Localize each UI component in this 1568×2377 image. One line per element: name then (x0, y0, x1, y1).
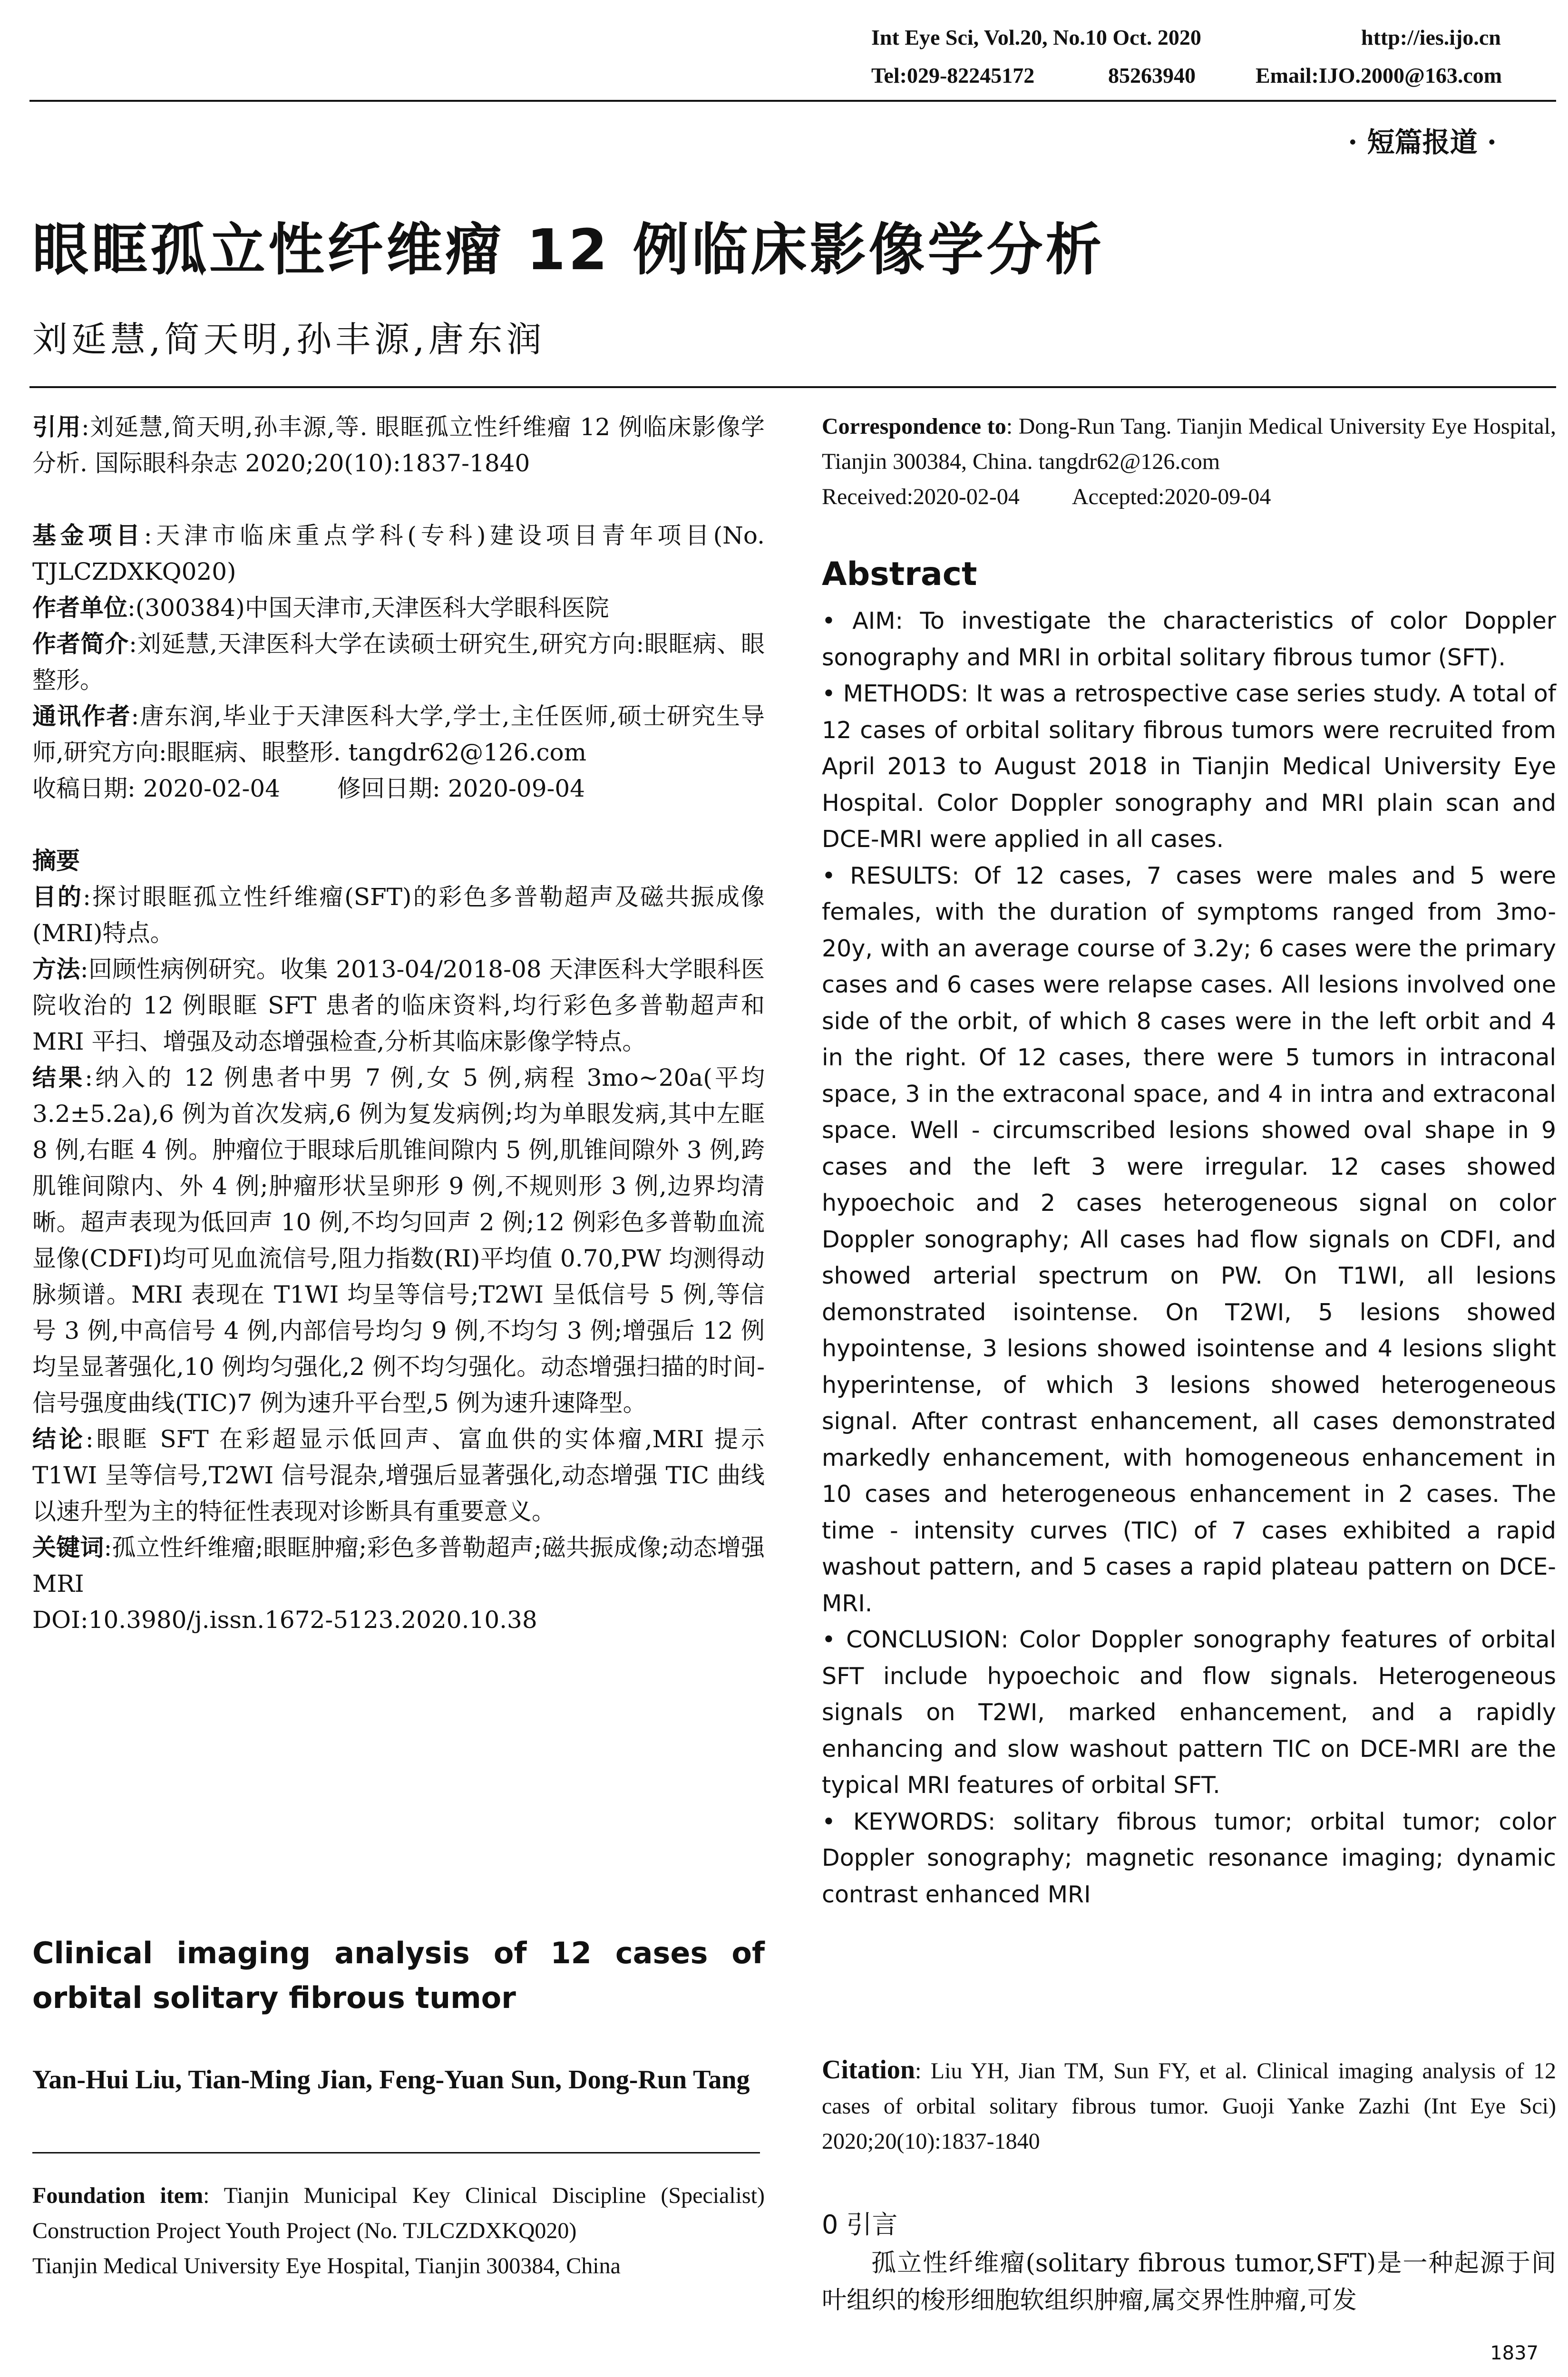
journal-tel: Tel:029-82245172 (871, 63, 1035, 88)
conclusion-cn-text: :眼眶 SFT 在彩超显示低回声、富血供的实体瘤,MRI 提示 T1WI 呈等信号,T2WI 信号混杂,增强后显著强化,动态增强 TIC 曲线以速升型为主的特征性表现对诊断具有重要意义。 (32, 1425, 765, 1525)
results-cn (32, 1060, 765, 1421)
cn-citation-label: 引用 (32, 413, 82, 441)
journal-issue: Int Eye Sci, Vol.20, No.10 Oct. 2020 (871, 25, 1201, 49)
correspondence-en (822, 409, 1556, 479)
methods-cn-text: :回顾性病例研究。收集 2013-04/2018-08 天津医科大学眼科医院收治的 12 例眼眶 SFT 患者的临床资料,均行彩色多普勒超声和 MRI 平扫、增强及动态增强检查,分析其临床影像学特点。 (32, 955, 765, 1055)
title-rule (29, 386, 1556, 388)
citation-en-para (822, 2052, 1556, 2159)
intro-text: 孤立性纤维瘤(solitary fibrous tumor,SFT)是一种起源于间叶组织的梭形细胞软组织肿瘤,属交界性肿瘤,可发 (822, 2249, 1556, 2315)
authors-rule (32, 2152, 760, 2153)
journal-url[interactable]: http://ies.ijo.cn (1361, 25, 1501, 49)
keywords-cn-text: :孤立性纤维瘤;眼眶肿瘤;彩色多普勒超声;磁共振成像;动态增强 MRI (32, 1534, 765, 1598)
aim-cn (32, 879, 765, 951)
section-tag: · 短篇报道 · (1348, 126, 1497, 158)
bio-text: :刘延慧,天津医科大学在读硕士研究生,研究方向:眼眶病、眼整形。 (32, 630, 765, 694)
revised-cn: 修回日期: 2020-09-04 (337, 775, 585, 802)
bio-label: 作者简介 (32, 630, 129, 658)
dates-cn (32, 770, 765, 807)
affiliation-en: Tianjin Medical University Eye Hospital, Tianjin 300384, China (32, 2253, 621, 2279)
results-cn-text: :纳入的 12 例患者中男 7 例,女 5 例,病程 3mo~20a(平均 3.2±5.2a),6 例为首次发病,6 例为复发病例;均为单眼发病,其中左眶 8 例,右眶 4 例。肿瘤位于眼球后肌锥间隙内 5 例,肌锥间隙外 3 例,跨肌锥间隙内、外 4 例;肿瘤形状呈卵形 9 例,不规则形 3 例,边界均清晰。超声表现为低回声 10 例,不均匀回声 2 例;12 例彩色多普勒血流显像(CDFI)均可见血流信号,阻力指数(RI)平均值 0.70,PW 均测得动脉频谱。MRI 表现在 T1WI 均呈等信号;T2WI 呈低信号 5 例,等信号 3 例,中高信号 4 例,内部信号均匀 9 例,不均匀 3 例;增强后 12 例均呈显著强化,10 例均匀强化,2 例不均匀强化。动态增强扫描的时间-信号强度曲线(TIC)7 例为速升平台型,5 例为速升速降型。 (32, 1064, 765, 1417)
journal-tel2: 85263940 (1108, 63, 1196, 88)
dates-en (822, 479, 1556, 515)
citation-en-text: : Liu YH, Jian TM, Sun FY, et al. Clinical imaging analysis of 12 cases of orbital solitary fibrous tumor. Guoji Yanke Zazhi (Int Eye Sci) 2020;20(10):1837-1840 (822, 2058, 1556, 2154)
correspondence-label: Correspondence to (822, 414, 1006, 439)
unit-label: 作者单位 (32, 594, 127, 622)
journal-email[interactable]: Email:IJO.2000@163.com (1256, 63, 1502, 88)
abstract-heading-en: Abstract (822, 555, 977, 593)
conclusion-cn (32, 1421, 765, 1529)
foundation-item (32, 2178, 765, 2249)
intro-heading: 0 引言 (822, 2210, 898, 2240)
bio (32, 626, 765, 698)
unit (32, 590, 765, 626)
left-column (32, 409, 765, 1638)
abstract-heading-cn (32, 843, 765, 879)
citation-en (822, 2052, 1556, 2159)
methods-en: • METHODS: It was a retrospective case series study. A total of 12 cases of orbital solitary fibrous tumors were recruited from April 2013 to August 2018 in Tianjin Medical University Eye Hospital. Color Doppler sonography and MRI plain scan and DCE-MRI were applied in all cases. (822, 680, 1556, 853)
doi[interactable]: DOI:10.3980/j.issn.1672-5123.2020.10.38 (32, 1606, 537, 1634)
correspondence-text: : Dong-Run Tang. Tianjin Medical University Eye Hospital, Tianjin 300384, China. tangdr62@126.com (822, 414, 1556, 474)
fund (32, 517, 765, 590)
cn-citation (32, 409, 765, 481)
article-title-en: Clinical imaging analysis of 12 cases of orbital solitary fibrous tumor (32, 1936, 765, 2015)
corr-cn-text: :唐东润,毕业于天津医科大学,学士,主任医师,硕士研究生导师,研究方向:眼眶病、眼整形. tangdr62@126.com (32, 702, 765, 766)
foundation-label: Foundation item (32, 2183, 204, 2208)
keywords-cn (32, 1529, 765, 1602)
corr-cn-label: 通讯作者 (32, 702, 131, 730)
authors-en: Yan-Hui Liu, Tian-Ming Jian, Feng-Yuan Sun, Dong-Run Tang (32, 2065, 750, 2094)
abstract-heading-cn-text: 摘要 (32, 847, 80, 875)
right-column-top (822, 409, 1556, 515)
authors-cn: 刘延慧,简天明,孙丰源,唐东润 (32, 319, 545, 360)
page-number: 1837 (1490, 2342, 1539, 2364)
results-cn-label: 结果 (32, 1063, 85, 1091)
unit-text: :(300384)中国天津市,天津医科大学眼科医院 (127, 594, 609, 622)
fund-text: :天津市临床重点学科(专科)建设项目青年项目(No. TJLCZDXKQ020) (32, 522, 765, 585)
keywords-cn-label: 关键词 (32, 1533, 104, 1561)
foundation-text: : Tianjin Municipal Key Clinical Discipline (Specialist) Construction Project Youth Project (No. TJLCZDXKQ020) (32, 2183, 765, 2243)
header-rule (29, 100, 1556, 102)
received-cn: 收稿日期: 2020-02-04 (32, 775, 281, 802)
aim-en: • AIM: To investigate the characteristics of color Doppler sonography and MRI in orbital solitary fibrous tumor (SFT). (822, 607, 1556, 671)
received-en: Received:2020-02-04 (822, 484, 1020, 509)
methods-cn (32, 951, 765, 1060)
aim-cn-text: :探讨眼眶孤立性纤维瘤(SFT)的彩色多普勒超声及磁共振成像(MRI)特点。 (32, 883, 765, 947)
results-en: • RESULTS: Of 12 cases, 7 cases were males and 5 were females, with the duration of symptoms ranged from 3mo-20y, with an average course of 3.2y; 6 cases were the primary cases and 6 cases were relapse cases. All lesions involved one side of the orbit, of which 8 cases were in the left orbit and 4 in the right. Of 12 cases, there were 5 tumors in intraconal space, 3 in the extraconal space, and 4 in intra and extraconal space. Well - circumscribed lesions showed oval shape in 9 cases and the left 3 were irregular. 12 cases showed hypoechoic and 2 cases heterogeneous signal on color Doppler sonography; All cases had flow signals on CDFI, and showed arterial spectrum on PW. On T1WI, all lesions demonstrated isointense. On T2WI, 5 lesions showed hypointense, 3 lesions showed isointense and 4 lesions slight hyperintense, of which 3 lesions showed heterogeneous signal. After contrast enhancement, all cases demonstrated markedly enhancement, with homogeneous enhancement in 10 cases and heterogeneous enhancement in 2 cases. The time - intensity curves (TIC) of 7 cases exhibited a rapid washout pattern, and 5 cases a rapid plateau pattern on DCE-MRI. (822, 862, 1556, 1617)
conclusion-en: • CONCLUSION: Color Doppler sonography features of orbital SFT include hypoechoic and flow signals. Heterogeneous signals on T2WI, marked enhancement, and a rapidly enhancing and slow washout pattern TIC on DCE-MRI are the typical MRI features of orbital SFT. (822, 1626, 1556, 1799)
citation-en-label: Citation (822, 2055, 915, 2085)
foundation-en (32, 2178, 765, 2284)
abstract-en (822, 603, 1556, 1913)
conclusion-cn-label: 结论 (32, 1425, 86, 1453)
fund-label: 基金项目 (32, 521, 144, 549)
article-title-cn: 眼眶孤立性纤维瘤 12 例临床影像学分析 (32, 217, 1105, 283)
methods-cn-label: 方法 (32, 955, 80, 983)
accepted-en: Accepted:2020-09-04 (1071, 484, 1271, 509)
aim-cn-label: 目的 (32, 883, 83, 911)
cn-citation-text: :刘延慧,简天明,孙丰源,等. 眼眶孤立性纤维瘤 12 例临床影像学分析. 国际眼科杂志 2020;20(10):1837-1840 (32, 413, 765, 477)
corr-cn (32, 698, 765, 770)
keywords-en: • KEYWORDS: solitary fibrous tumor; orbital tumor; color Doppler sonography; magnetic resonance imaging; dynamic contrast enhanced MRI (822, 1808, 1556, 1908)
